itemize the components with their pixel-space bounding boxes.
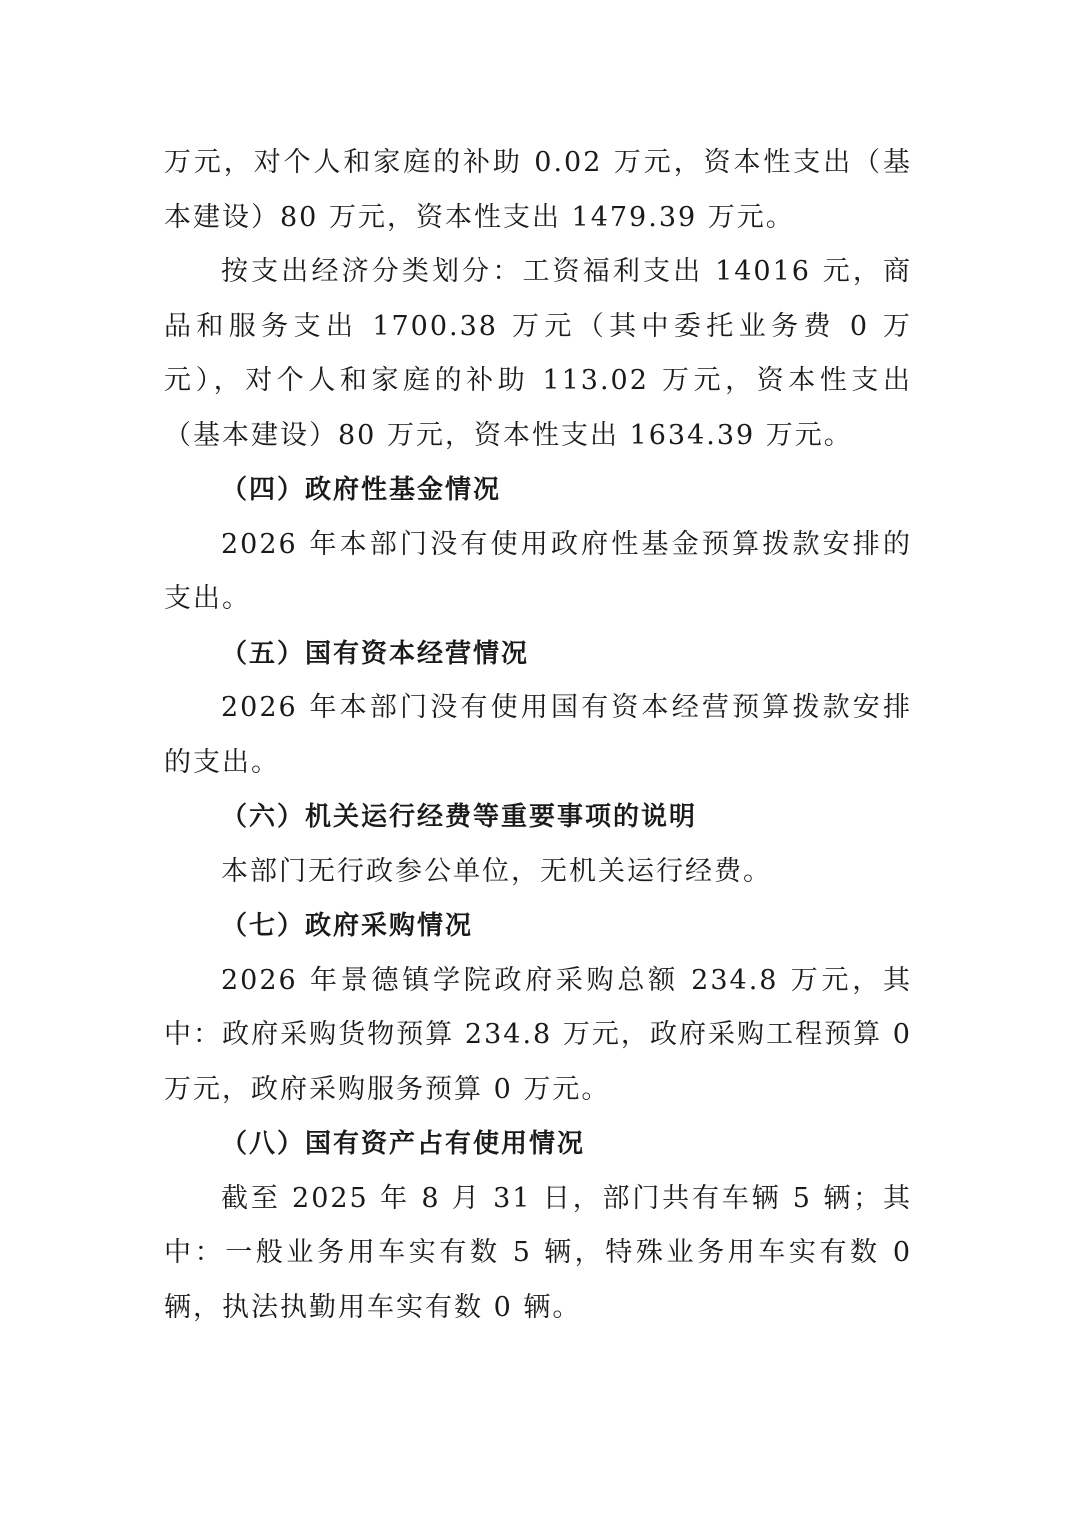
heading-procurement: （七）政府采购情况	[221, 911, 474, 941]
paragraph-procurement: 2026 年景德镇学院政府采购总额 234.8 万元，其中：政府采购货物预算 234.8 万元，政府采购工程预算 0 万元，政府采购服务预算 0 万元。	[164, 964, 912, 1105]
paragraph-state-capital: 2026 年本部门没有使用国有资本经营预算拨款安排的支出。	[164, 692, 912, 778]
heading-government-fund: （四）政府性基金情况	[221, 475, 502, 505]
heading-state-capital: （五）国有资本经营情况	[221, 638, 530, 669]
paragraph-expenditure-continuation: 万元，对个人和家庭的补助 0.02 万元，资本性支出（基本建设）80 万元，资本性支出 1479.39 万元。	[164, 147, 912, 233]
paragraph-operating-expenses: 本部门无行政参公单位，无机关运行经费。	[221, 855, 772, 887]
paragraph-state-assets: 截至 2025 年 8 月 31 日，部门共有车辆 5 辆；其中：一般业务用车实有数 5 辆，特殊业务用车实有数 0 辆，执法执勤用车实有数 0 辆。	[164, 1182, 912, 1323]
document-body	[164, 136, 912, 1335]
paragraph-government-fund: 2026 年本部门没有使用政府性基金预算拨款安排的支出。	[164, 528, 912, 614]
heading-operating-expenses: （六）机关运行经费等重要事项的说明	[221, 802, 698, 832]
paragraph-economic-classification: 按支出经济分类划分：工资福利支出 14016 元，商品和服务支出 1700.38 万元（其中委托业务费 0 万元），对个人和家庭的补助 113.02 万元，资本性支出（基本建设）80 万元，资本性支出 1634.39 万元。	[164, 256, 912, 451]
heading-state-assets: （八）国有资产占有使用情况	[221, 1129, 586, 1159]
